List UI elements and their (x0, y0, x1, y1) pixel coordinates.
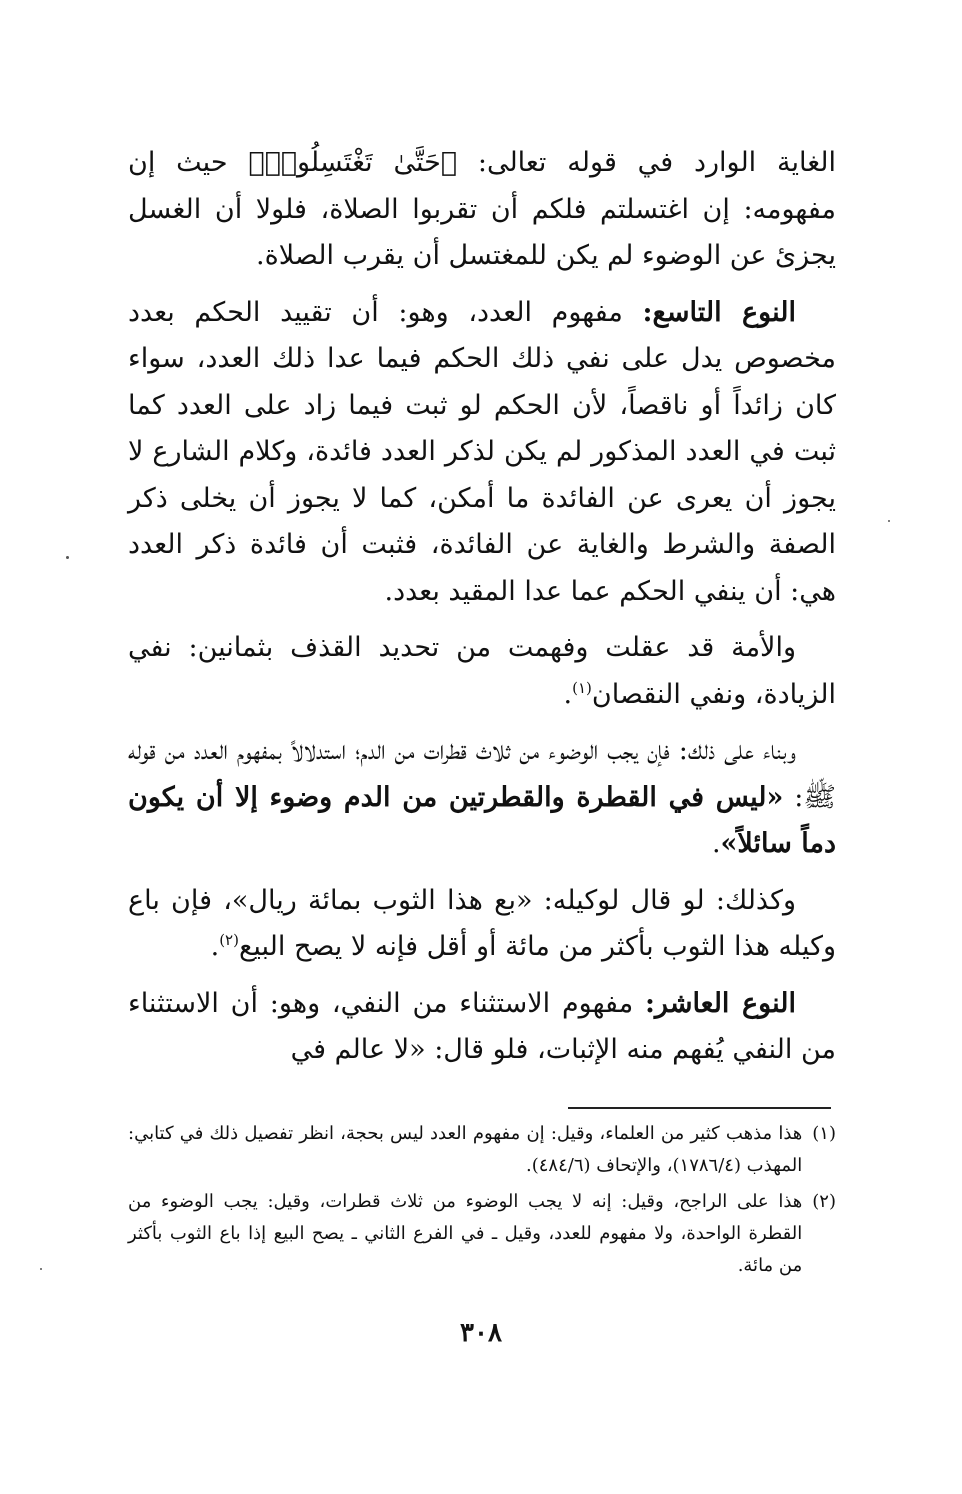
section-heading-tenth-type: النوع العاشر: (644, 987, 796, 1019)
paragraph-text: وبناء على ذلك: فإن يجب الوضوء من ثلاث قطرات من الدم؛ استدلالاً بمفهوم العدد من قوله ﷺ: (128, 735, 836, 813)
footnote-divider (568, 1107, 831, 1109)
paragraph-text: الغاية الوارد في قوله تعالى: ﴿حَتَّىٰ تَغْتَسِلُوا۟﴾ حيث إن مفهومه: إن اغتسلتم فلكم أن تقربوا الصلاة، فلولا أن الغسل يجزئ عن الوضوء لم يكن للمغتسل أن يقرب الصلاة. (128, 147, 836, 271)
paragraph-qadhf-example (128, 625, 836, 718)
footnote-number: (٢) (812, 1191, 836, 1212)
scan-speck (66, 556, 69, 559)
paragraph-wakil-example (128, 878, 836, 971)
paragraph-end: . (563, 678, 573, 710)
paragraph-wudu-example (128, 728, 836, 868)
footnotes-section (128, 1118, 836, 1286)
footnote-number: (١) (812, 1123, 836, 1144)
scan-speck (888, 520, 890, 522)
paragraph-text: مفهوم العدد، وهو: أن تقييد الحكم بعدد مخصوص يدل على نفي ذلك الحكم فيما عدا ذلك العدد، سواء كان زائداً أو ناقصاً، لأن الحكم لو ثبت فيما زاد على العدد كما ثبت في العدد المذكور لم يكن لذكر العدد فائدة، وكلام الشارع لا يجوز أن يعرى عن الفائدة ما أمكن، كما لا يجوز أن يخلى ذكر الصفة والشرط والغاية عن الفائدة، فثبت أن فائدة ذكر العدد هي: أن ينفي الحكم عما عدا المقيد بعدد. (128, 296, 836, 607)
paragraph-text: والأمة قد عقلت وفهمت من تحديد القذف بثمانين: نفي الزيادة، ونفي النقصان (128, 632, 836, 710)
footnote-text: هذا مذهب كثير من العلماء، وقيل: إن مفهوم العدد ليس بحجة، انظر تفصيل ذلك في كتابي: المهذب (١٧٨٦/٤)، والإتحاف (٤٨٤/٦). (128, 1123, 803, 1176)
footnote-2 (128, 1186, 836, 1282)
hadith-quote: «ليس في القطرة والقطرتين من الدم وضوء إلا أن يكون دماً سائلاً» (128, 781, 836, 859)
main-text (128, 140, 836, 1084)
paragraph-end: . (711, 828, 721, 859)
page-number: ٣٠٨ (460, 1318, 502, 1348)
footnote-ref-1[interactable]: (١) (572, 678, 592, 697)
footnote-text: هذا على الراجح، وقيل: إنه لا يجب الوضوء من ثلاث قطرات، وقيل: يجب الوضوء من القطرة الواحدة، ولا مفهوم للعدد، وقيل ـ في الفرع الثاني ـ يصح البيع إذا باع الثوب بأكثر من مائة. (128, 1191, 803, 1276)
footnote-ref-2[interactable]: (٢) (219, 931, 239, 949)
paragraph-text: وكذلك: لو قال لوكيله: «بع هذا الثوب بمائة ريال»، فإن باع وكيله هذا الثوب بأكثر من مائة أو أقل فإنه لا يصح البيع (128, 884, 836, 962)
paragraph-ghaya-conclusion (128, 140, 836, 280)
paragraph-end: . (210, 931, 220, 962)
paragraph-tenth-type (128, 981, 836, 1074)
footnote-1 (128, 1118, 836, 1182)
paragraph-text: مفهوم الاستثناء من النفي، وهو: أن الاستثناء من النفي يُفهم منه الإثبات، فلو قال: «لا عالم في (128, 987, 836, 1065)
paragraph-ninth-type (128, 290, 836, 616)
scan-speck (40, 1268, 42, 1270)
section-heading-ninth-type: النوع التاسع: (642, 296, 796, 328)
